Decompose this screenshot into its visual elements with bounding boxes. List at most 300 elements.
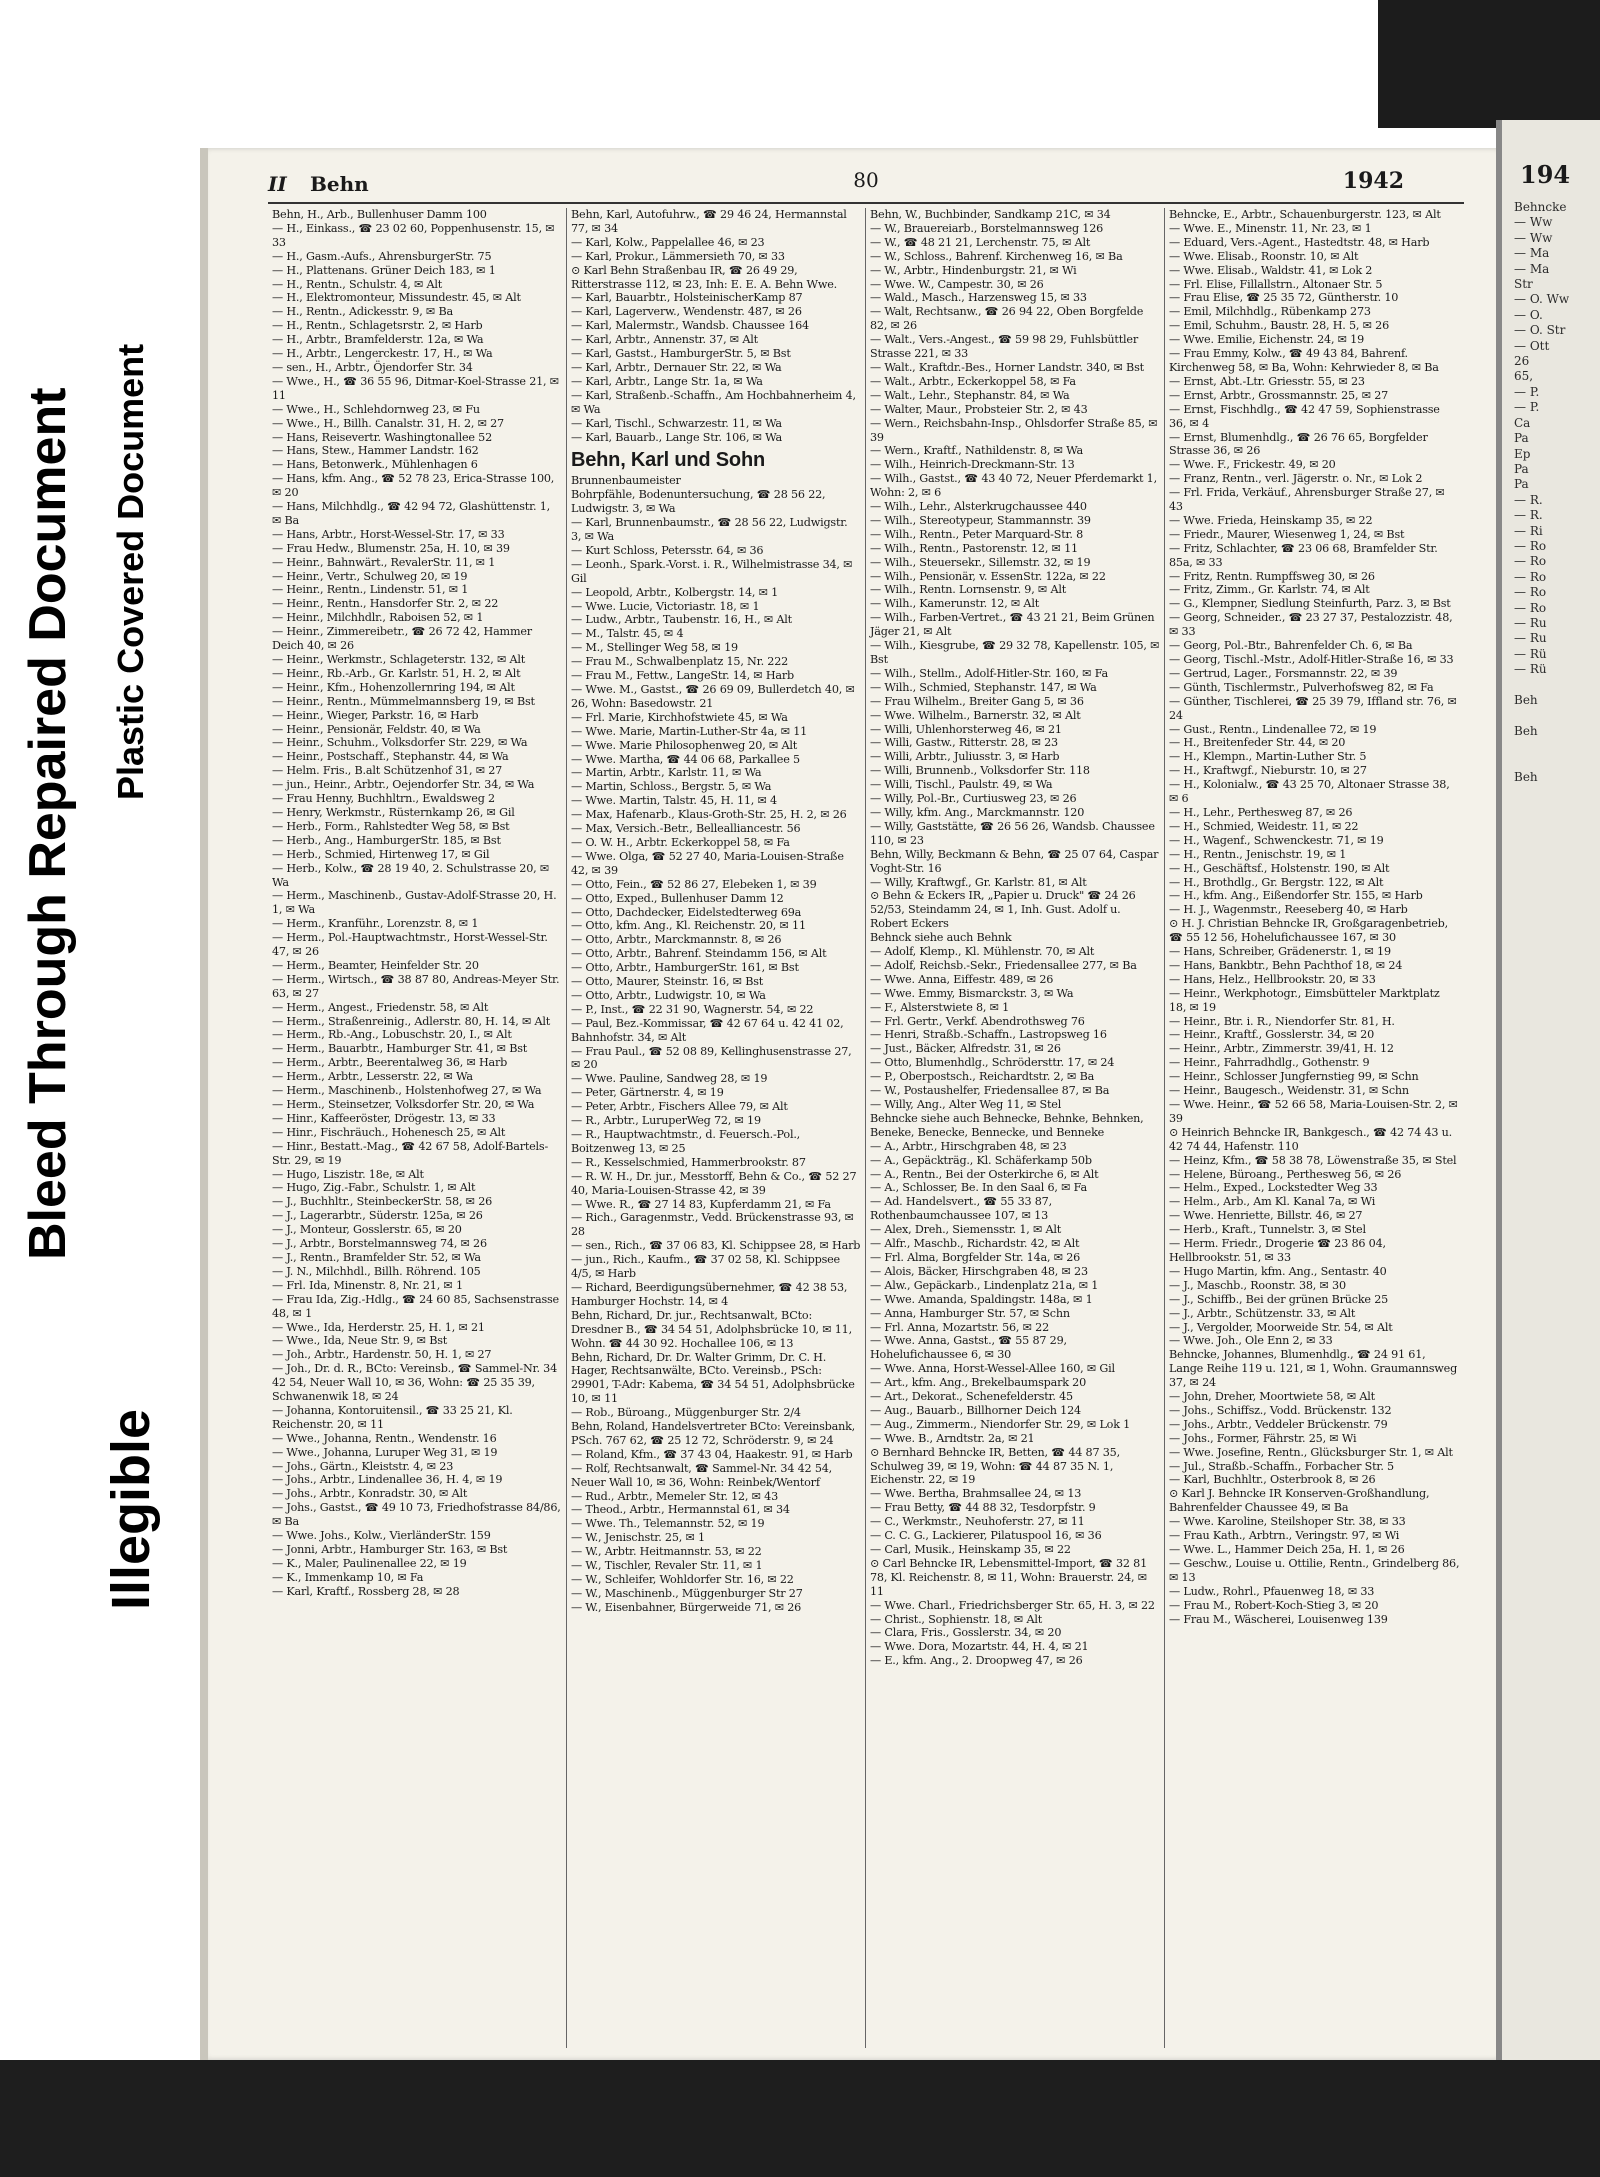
directory-entry: — Wwe. Charl., Friedrichsberger Str. 65, H. 3, ✉ 22 xyxy=(870,1598,1155,1612)
directory-entry: — Leopold, Arbtr., Kolbergstr. 14, ✉ 1 xyxy=(571,585,779,599)
directory-entry: — W., Arbtr., Hindenburgstr. 21, ✉ Wi xyxy=(870,263,1077,277)
directory-entry: — Frau Emmy, Kolw., ☎ 49 43 84, Bahrenf. Kirchenweg 58, ✉ Ba, Wohn: Kehrwieder 8, ✉ Ba xyxy=(1169,347,1439,374)
directory-entry: — Hans, Arbtr., Horst-Wessel-Str. 17, ✉ 33 xyxy=(272,527,505,541)
directory-entry: — Martin, Arbtr., Karlstr. 11, ✉ Wa xyxy=(571,766,762,780)
running-head: Behn xyxy=(310,172,369,196)
directory-entry: — H., Einkass., ☎ 23 02 60, Poppenhusenstr. 15, ✉ 33 xyxy=(272,221,555,249)
directory-entry: — Frau Wilhelm., Breiter Gang 5, ✉ 36 xyxy=(870,694,1084,708)
directory-entry: — H., Elektromonteur, Missundestr. 45, ✉ Alt xyxy=(272,291,521,305)
directory-entry: ⊙ Heinrich Behncke IR, Bankgesch., ☎ 42 74 43 u. 42 74 44, Hafenstr. 110 xyxy=(1169,1125,1453,1153)
directory-entry: — Max, Versich.-Betr., Bellealliancestr. 56 xyxy=(571,822,801,836)
directory-entry: — Wilh., Gastst., ☎ 43 40 72, Neuer Pferdemarkt 1, Wohn: 2, ✉ 6 xyxy=(870,472,1157,500)
directory-entry: — Wwe. E., Minenstr. 11, Nr. 23, ✉ 1 xyxy=(1169,221,1372,235)
directory-entry: — Heinr., Rentn., Hansdorfer Str. 2, ✉ 22 xyxy=(272,597,499,611)
directory-entry: — Karl, Lagerverw., Wendenstr. 487, ✉ 26 xyxy=(571,305,802,319)
directory-entry: — Rud., Arbtr., Memeler Str. 12, ✉ 43 xyxy=(571,1489,778,1503)
directory-entry: Behn, H., Arb., Bullenhuser Damm 100 xyxy=(272,208,487,221)
directory-entry: — Alfr., Maschb., Richardstr. 42, ✉ Alt xyxy=(870,1237,1080,1251)
directory-entry: — Karl, Arbtr., Dernauer Str. 22, ✉ Wa xyxy=(571,360,782,374)
directory-entry: — Wwe., H., Billh. Canalstr. 31, H. 2, ✉ 27 xyxy=(272,416,504,430)
directory-entry: — Karl, Kraftf., Rossberg 28, ✉ 28 xyxy=(272,1584,460,1598)
directory-entry: — Wwe. Joh., Ole Enn 2, ✉ 33 xyxy=(1169,1334,1333,1348)
directory-entry: — Wilh., Pensionär, v. EssenStr. 122a, ✉ 22 xyxy=(870,569,1106,583)
directory-entry: — Hugo, Liszistr. 18e, ✉ Alt xyxy=(272,1167,424,1181)
directory-entry: — Willy, Gaststätte, ☎ 26 56 26, Wandsb. Chaussee 110, ✉ 23 xyxy=(870,819,1155,847)
directory-entry: — Wwe., Johanna, Rentn., Wendenstr. 16 xyxy=(272,1431,497,1445)
directory-entry: — Hugo, Zig.-Fabr., Schulstr. 1, ✉ Alt xyxy=(272,1181,476,1195)
directory-entry: — Wwe. Anna, Gastst., ☎ 55 87 29, Hohelufichaussee 6, ✉ 30 xyxy=(870,1334,1067,1362)
label-illegible: Illegible xyxy=(101,1408,161,1610)
directory-entry: — Heinr., Werkmstr., Schlageterstr. 132, ✉ Alt xyxy=(272,653,526,666)
directory-entry: Behncke, Johannes, Blumenhdlg., ☎ 24 91 61, Lange Reihe 119 u. 121, ✉ 1, Wohn. Graumannsweg 37, ✉ 24 xyxy=(1169,1348,1458,1390)
directory-entry: — Heinr., Schlosser Jungfernstieg 99, ✉ Schn xyxy=(1169,1070,1419,1084)
directory-entry: — Herm. Friedr., Drogerie ☎ 23 86 04, Hellbrookstr. 51, ✉ 33 xyxy=(1169,1237,1386,1264)
directory-entry: — Rob., Büroang., Müggenburger Str. 2/4 xyxy=(571,1406,801,1420)
directory-entry: — Wilh., Steuersekr., Sillemstr. 32, ✉ 19 xyxy=(870,555,1091,569)
directory-entry: — Willi, Uhlenhorsterweg 46, ✉ 21 xyxy=(870,722,1062,736)
directory-entry: — Karl, Gastst., HamburgerStr. 5, ✉ Bst xyxy=(571,347,791,361)
directory-entry: — Johs., Arbtr., Veddeler Brückenstr. 79 xyxy=(1169,1417,1388,1431)
directory-entry: — Otto, Arbtr., Marckmannstr. 8, ✉ 26 xyxy=(571,933,782,947)
directory-entry: — Johs., Gastst., ☎ 49 10 73, Friedhofstrasse 84/86, ✉ Ba xyxy=(272,1501,561,1529)
directory-entry: — Herm., Beamter, Heinfelder Str. 20 xyxy=(272,958,479,972)
directory-entry: — Frau Kath., Arbtrn., Veringstr. 97, ✉ Wi xyxy=(1169,1529,1400,1543)
directory-entry: — Frau Elise, ☎ 25 35 72, Güntherstr. 10 xyxy=(1169,291,1399,305)
directory-entry: — J. N., Milchhdl., Billh. Röhrend. 105 xyxy=(272,1264,481,1278)
page-year: 1942 xyxy=(1342,168,1404,194)
directory-entry: — Otto, Blumenhdlg., Schrödersttr. 17, ✉ 24 xyxy=(870,1056,1115,1070)
directory-entry: — Otto, Maurer, Steinstr. 16, ✉ Bst xyxy=(571,975,764,989)
directory-entry: — Wwe. Emilie, Eichenstr. 24, ✉ 19 xyxy=(1169,333,1365,347)
directory-entry: — Wwe. L., Hammer Deich 25a, H. 1, ✉ 26 xyxy=(1169,1543,1405,1556)
directory-entry: — Hinr., Fischräuch., Hohenesch 25, ✉ Alt xyxy=(272,1125,506,1139)
directory-entry: — Heinr., Kfm., Hohenzollernring 194, ✉ Alt xyxy=(272,680,515,694)
directory-entry: Behn, W., Buchbinder, Sandkamp 21C, ✉ 34 xyxy=(870,208,1111,221)
directory-entry: — J., Maschb., Roonstr. 38, ✉ 30 xyxy=(1169,1278,1346,1292)
directory-entry: — Willy, Kraftwgf., Gr. Karlstr. 81, ✉ Alt xyxy=(870,875,1087,889)
directory-entry: — Heinz, Kfm., ☎ 58 38 78, Löwenstraße 35, ✉ Stel xyxy=(1169,1153,1457,1167)
archival-labels xyxy=(0,0,190,2177)
directory-entry: Behncke siehe auch Behnecke, Behnke, Behnken, Beneke, Benecke, Bennecke, und Benneke xyxy=(870,1111,1144,1139)
section-number: II xyxy=(268,172,287,196)
directory-entry: — Walt, Rechtsanw., ☎ 26 94 22, Oben Borgfelde 82, ✉ 26 xyxy=(870,305,1144,333)
page-fold xyxy=(1496,120,1502,2060)
directory-entry: — O. W. H., Arbtr. Eckerkoppel 58, ✉ Fa xyxy=(571,835,790,849)
directory-entry: — Wilh., Heinrich-Dreckmann-Str. 13 xyxy=(870,458,1075,472)
directory-entry: — Willi, Arbtr., Juliusstr. 3, ✉ Harb xyxy=(870,750,1060,764)
directory-entry: — M., Talstr. 45, ✉ 4 xyxy=(571,627,684,641)
directory-entry: — Heinr., Wieger, Parkstr. 16, ✉ Harb xyxy=(272,708,479,722)
directory-entry: — Herb., Schmied, Hirtenweg 17, ✉ Gil xyxy=(272,847,490,861)
directory-entry: — M., Stellinger Weg 58, ✉ 19 xyxy=(571,641,738,655)
scanner-bar-top xyxy=(1378,0,1600,128)
directory-entry: — Helm. Fris., B.alt Schützenhof 31, ✉ 27 xyxy=(272,764,503,778)
directory-entry: — Ludw., Rohrl., Pfauenweg 18, ✉ 33 xyxy=(1169,1584,1375,1598)
directory-entry: — Wwe. B., Arndtstr. 2a, ✉ 21 xyxy=(870,1431,1035,1445)
directory-entry: — Herm., Straßenreinig., Adlerstr. 80, H. 14, ✉ Alt xyxy=(272,1014,551,1028)
directory-entry: — H., Rentn., Schlagetsrstr. 2, ✉ Harb xyxy=(272,319,483,333)
directory-entry: Behn, Willy, Beckmann & Behn, ☎ 25 07 64, Caspar Voght-Str. 16 xyxy=(870,847,1159,875)
directory-entry: — Herm., Angest., Friedenstr. 58, ✉ Alt xyxy=(272,1000,489,1014)
directory-entry: — Herm., Bauarbtr., Hamburger Str. 41, ✉ Bst xyxy=(272,1042,528,1056)
directory-entry: — Frau M., Fettw., LangeStr. 14, ✉ Harb xyxy=(571,669,794,683)
directory-entry: — H., Schmied, Weidestr. 11, ✉ 22 xyxy=(1169,819,1359,833)
directory-entry: — A., Rentn., Bei der Osterkirche 6, ✉ Alt xyxy=(870,1167,1099,1181)
directory-entry: — Wern., Reichsbahn-Insp., Ohlsdorfer Straße 85, ✉ 39 xyxy=(870,416,1158,444)
scanner-bar-bottom xyxy=(0,2060,1600,2177)
directory-entry: — Otto, kfm. Ang., Kl. Reichenstr. 20, ✉ 11 xyxy=(571,919,806,933)
directory-entry: — H., kfm. Ang., Eißendorfer Str. 155, ✉ Harb xyxy=(1169,889,1423,903)
directory-entry: — H., Breitenfeder Str. 44, ✉ 20 xyxy=(1169,736,1346,750)
directory-entry: Behn, Roland, Handelsvertreter BCto: Vereinsbank, PSch. 767 62, ☎ 25 12 72, Schröderstr. 9, ✉ 24 xyxy=(571,1420,856,1447)
directory-entry: — Herm., Pol.-Hauptwachtmstr., Horst-Wessel-Str. 47, ✉ 26 xyxy=(272,931,548,959)
directory-entry: — Georg, Pol.-Btr., Bahrenfelder Ch. 6, ✉ Ba xyxy=(1169,639,1413,653)
directory-entry: — Adolf, Reichsb.-Sekr., Friedensallee 277, ✉ Ba xyxy=(870,958,1137,972)
directory-entry: — Wwe. Johs., Kolw., VierländerStr. 159 xyxy=(272,1529,491,1543)
directory-entry: — H., Lehr., Perthesweg 87, ✉ 26 xyxy=(1169,805,1353,819)
directory-column xyxy=(567,208,866,2048)
directory-entry: — Karl, Malermstr., Wandsb. Chaussee 164 xyxy=(571,319,809,333)
directory-entry: — Wwe. Wilhelm., Barnerstr. 32, ✉ Alt xyxy=(870,708,1081,722)
directory-entry: — Joh., Arbtr., Hardenstr. 50, H. 1, ✉ 27 xyxy=(272,1348,492,1362)
directory-entry: — Heinr., Zimmereibetr., ☎ 26 72 42, Hammer Deich 40, ✉ 26 xyxy=(272,625,532,653)
directory-entry: — Georg, Tischl.-Mstr., Adolf-Hitler-Straße 16, ✉ 33 xyxy=(1169,653,1454,666)
directory-entry: — C. C. G., Lackierer, Pilatuspool 16, ✉ 36 xyxy=(870,1529,1102,1543)
directory-entry: — Aug., Bauarb., Billhorner Deich 124 xyxy=(870,1403,1081,1417)
directory-entry: — Wwe. Marie, Martin-Luther-Str 4a, ✉ 11 xyxy=(571,724,808,738)
directory-entry: — Wald., Masch., Harzensweg 15, ✉ 33 xyxy=(870,291,1087,305)
entry-columns xyxy=(268,208,1464,2048)
directory-entry: — Adolf, Klemp., Kl. Mühlenstr. 70, ✉ Alt xyxy=(870,945,1095,959)
directory-entry: Behncke, E., Arbtr., Schauenburgerstr. 123, ✉ Alt xyxy=(1169,208,1441,221)
directory-entry: — Willy, Pol.-Br., Curtiusweg 23, ✉ 26 xyxy=(870,792,1077,806)
directory-entry: — Fritz, Zimm., Gr. Karlstr. 74, ✉ Alt xyxy=(1169,583,1370,597)
directory-entry: — A., Schlosser, Be. In den Saal 6, ✉ Fa xyxy=(870,1181,1087,1195)
directory-entry: — Just., Bäcker, Alfredstr. 31, ✉ 26 xyxy=(870,1042,1061,1056)
directory-entry: — Herb., Kraft., Tunnelstr. 3, ✉ Stel xyxy=(1169,1223,1366,1237)
directory-entry: — Herm., Rb.-Ang., Lobuschstr. 20, I., ✉ Alt xyxy=(272,1028,512,1042)
directory-entry: — Johs., Arbtr., Lindenallee 36, H. 4, ✉ 19 xyxy=(272,1473,503,1487)
directory-entry: — Rich., Garagenmstr., Vedd. Brückenstrasse 93, ✉ 28 xyxy=(571,1211,854,1239)
directory-entry: — Frl. Gertr., Verkf. Abendrothsweg 76 xyxy=(870,1014,1085,1028)
directory-entry: — Wwe. Marie Philosophenweg 20, ✉ Alt xyxy=(571,738,798,752)
directory-entry: — Heinr., Rentn., Lindenstr. 51, ✉ 1 xyxy=(272,583,469,597)
directory-entry: — H., Klempn., Martin-Luther Str. 5 xyxy=(1169,750,1367,764)
directory-entry: — Wilh., Rentn., Pastorenstr. 12, ✉ 11 xyxy=(870,541,1078,555)
directory-entry: — H., Arbtr., Bramfelderstr. 12a, ✉ Wa xyxy=(272,333,484,347)
directory-entry: — Clara, Fris., Gosslerstr. 34, ✉ 20 xyxy=(870,1626,1062,1640)
directory-entry: — Art., kfm. Ang., Brekelbaumspark 20 xyxy=(870,1376,1086,1390)
directory-entry: — Willi, Tischl., Paulstr. 49, ✉ Wa xyxy=(870,778,1053,792)
directory-entry: — Henri, Straßb.-Schaffn., Lastropsweg 16 xyxy=(870,1028,1107,1042)
directory-entry: — John, Dreher, Moortwiete 58, ✉ Alt xyxy=(1169,1390,1375,1404)
directory-entry: — Wwe. Anna, Eiffestr. 489, ✉ 26 xyxy=(870,972,1054,986)
directory-entry: — Hans, Stew., Hammer Landstr. 162 xyxy=(272,444,479,458)
directory-entry: — Franz, Rentn., verl. Jägerstr. o. Nr., ✉ Lok 2 xyxy=(1169,472,1423,486)
directory-entry: — Wwe. R., ☎ 27 14 83, Kupferdamm 21, ✉ Fa xyxy=(571,1197,831,1211)
directory-entry: — H., Wagenf., Schwenckestr. 71, ✉ 19 xyxy=(1169,833,1384,847)
directory-entry: — Heinr., Arbtr., Zimmerstr. 39/41, H. 12 xyxy=(1169,1042,1394,1056)
directory-entry: — Walt., Arbtr., Eckerkoppel 58, ✉ Fa xyxy=(870,374,1076,388)
directory-entry: — A., Arbtr., Hirschgraben 48, ✉ 23 xyxy=(870,1139,1067,1153)
directory-entry: — Christ., Sophienstr. 18, ✉ Alt xyxy=(870,1612,1043,1626)
directory-page xyxy=(200,148,1504,2060)
directory-entry: ⊙ H. J. Christian Behncke IR, Großgaragenbetrieb, ☎ 55 12 56, Hohelufichaussee 167, ✉ 30 xyxy=(1169,917,1448,945)
directory-entry: — Wilh., Stereotypeur, Stammannstr. 39 xyxy=(870,513,1091,527)
directory-entry: — Johs., Schiffsz., Vodd. Brückenstr. 132 xyxy=(1169,1403,1392,1417)
directory-entry: — Wilh., Rentn., Peter Marquard-Str. 8 xyxy=(870,527,1084,541)
directory-entry: — Wwe. F., Frickestr. 49, ✉ 20 xyxy=(1169,458,1336,472)
directory-entry: ⊙ Carl Behncke IR, Lebensmittel-Import, ☎ 32 81 78, Kl. Reichenstr. 8, ✉ 11, Wohn: Brauerstr. 24, ✉ 11 xyxy=(870,1556,1148,1598)
directory-entry: — Wwe. Frieda, Heinskamp 35, ✉ 22 xyxy=(1169,513,1373,527)
directory-entry: — Wwe. Bertha, Brahmsallee 24, ✉ 13 xyxy=(870,1487,1082,1501)
directory-entry: — Carl, Musik., Heinskamp 35, ✉ 22 xyxy=(870,1543,1071,1556)
directory-entry: — Paul, Bez.-Kommissar, ☎ 42 67 64 u. 42 41 02, Bahnhofstr. 34, ✉ Alt xyxy=(571,1016,844,1044)
directory-entry: — Frau M., Robert-Koch-Stieg 3, ✉ 20 xyxy=(1169,1598,1379,1612)
directory-entry: — Günther, Tischlerei, ☎ 25 39 79, Iffland str. 76, ✉ 24 xyxy=(1169,694,1457,722)
directory-entry: — H., Arbtr., Lengerckestr. 17, H., ✉ Wa xyxy=(272,347,493,361)
directory-entry: — Ernst, Blumenhdlg., ☎ 26 76 65, Borgfelder Strasse 36, ✉ 26 xyxy=(1169,430,1428,458)
directory-entry: ⊙ Karl Behn Straßenbau IR, ☎ 26 49 29, Ritterstrasse 112, ✉ 23, Inh: E. E. A. Behn Wwe. xyxy=(571,263,837,291)
directory-entry: — R., Arbtr., LuruperWeg 72, ✉ 19 xyxy=(571,1114,761,1128)
directory-entry: — Karl, Bauarb., Lange Str. 106, ✉ Wa xyxy=(571,430,782,444)
directory-entry: — Henry, Werkmstr., Rüsternkamp 26, ✉ Gil xyxy=(272,805,515,819)
directory-column xyxy=(268,208,567,2048)
label-bleed-through: Bleed Through Repaired Document xyxy=(19,387,77,1260)
directory-entry: Behn, Richard, Dr. jur., Rechtsanwalt, BCto: Dresdner B., ☎ 34 54 51, Adolphsbrücke 10, ✉ 11, Wohn. ☎ 44 30 92. Hochallee 106, ✉ 13 xyxy=(571,1308,852,1350)
directory-entry: — Heinr., Postschaff., Stephanstr. 44, ✉ Wa xyxy=(272,750,509,764)
directory-entry: — H., Brothdlg., Gr. Bergstr. 122, ✉ Alt xyxy=(1169,875,1384,889)
directory-entry: — Johs., Arbtr., Konradstr. 30, ✉ Alt xyxy=(272,1487,468,1501)
next-page-edge xyxy=(1496,120,1600,2060)
directory-entry: — Heinr., Schuhm., Volksdorfer Str. 229, ✉ Wa xyxy=(272,736,528,750)
directory-entry: — W., Schloss., Bahrenf. Kirchenweg 16, ✉ Ba xyxy=(870,249,1123,263)
directory-entry: — Otto, Arbtr., HamburgerStr. 161, ✉ Bst xyxy=(571,961,799,975)
directory-entry: Behn, Richard, Dr. Dr. Walter Grimm, Dr. C. H. Hager, Rechtsanwälte, BCto. Vereinsb., PSch: 29901, T-Adr: Kabema, ☎ 34 54 51, Adolphsbrücke 10, ✉ 11 xyxy=(571,1350,855,1406)
directory-entry: — H. J., Wagenmstr., Reeseberg 40, ✉ Harb xyxy=(1169,903,1408,917)
directory-entry: — Rolf, Rechtsanwalt, ☎ Sammel-Nr. 34 42 54, Neuer Wall 10, ✉ 36, Wohn: Reinbek/Wentorf xyxy=(571,1461,833,1489)
directory-entry: — Frl. Elise, Fillallstrn., Altonaer Str. 5 xyxy=(1169,277,1383,291)
directory-entry: — Johs., Former, Fährstr. 25, ✉ Wi xyxy=(1169,1431,1357,1445)
directory-entry: — Frau Hedw., Blumenstr. 25a, H. 10, ✉ 39 xyxy=(272,541,510,555)
directory-entry: — H., Rentn., Jenischstr. 19, ✉ 1 xyxy=(1169,847,1347,861)
directory-entry: — Frau Henny, Buchhltrn., Ewaldsweg 2 xyxy=(272,792,495,806)
directory-entry: — Wwe. Josefine, Rentn., Glücksburger Str. 1, ✉ Alt xyxy=(1169,1445,1453,1459)
directory-entry: — J., Buchhltr., SteinbeckerStr. 58, ✉ 26 xyxy=(272,1195,493,1209)
directory-entry: — Emil, Schuhm., Baustr. 28, H. 5, ✉ 26 xyxy=(1169,319,1389,333)
directory-entry: — Otto, Arbtr., Ludwigstr. 10, ✉ Wa xyxy=(571,988,766,1002)
directory-entry: — Jonni, Arbtr., Hamburger Str. 163, ✉ Bst xyxy=(272,1543,508,1556)
directory-entry: — Heinr., Kraftf., Gosslerstr. 34, ✉ 20 xyxy=(1169,1028,1374,1042)
directory-entry: — Herm., Maschinenb., Gustav-Adolf-Strasse 20, H. 1, ✉ Wa xyxy=(272,889,557,917)
directory-entry: ⊙ Karl J. Behncke IR Konserven-Großhandlung, Bahrenfelder Chaussee 49, ✉ Ba xyxy=(1169,1487,1430,1515)
label-plastic-covered: Plastic Covered Document xyxy=(110,343,151,800)
directory-entry: — Friedr., Maurer, Wiesenweg 1, 24, ✉ Bst xyxy=(1169,527,1405,541)
directory-entry: — Otto, Exped., Bullenhuser Damm 12 xyxy=(571,891,784,905)
directory-entry: — P., Oberpostsch., Reichardtstr. 2, ✉ Ba xyxy=(870,1070,1095,1084)
directory-entry: — Frl. Marie, Kirchhofstwiete 45, ✉ Wa xyxy=(571,710,788,724)
directory-entry: — Johs., Gärtn., Kleiststr. 4, ✉ 23 xyxy=(272,1459,454,1473)
page-header xyxy=(268,168,1464,198)
directory-entry: — Ernst, Arbtr., Grossmannstr. 25, ✉ 27 xyxy=(1169,388,1389,402)
directory-entry: — Hugo Martin, kfm. Ang., Sentastr. 40 xyxy=(1169,1264,1387,1278)
directory-entry: — K., Maler, Paulinenallee 22, ✉ 19 xyxy=(272,1556,467,1570)
directory-entry: — J., Arbtr., Schützenstr. 33, ✉ Alt xyxy=(1169,1306,1356,1320)
directory-entry: — H., Plattenans. Grüner Deich 183, ✉ 1 xyxy=(272,263,496,277)
directory-entry: — R., Kesselschmied, Hammerbrookstr. 87 xyxy=(571,1155,806,1169)
directory-entry: — Wilh., Kamerunstr. 12, ✉ Alt xyxy=(870,597,1039,611)
directory-entry: Brunnenbaumeister xyxy=(571,474,681,488)
directory-entry: — Wwe., Ida, Herderstr. 25, H. 1, ✉ 21 xyxy=(272,1320,485,1334)
directory-entry: — W., Schleifer, Wohldorfer Str. 16, ✉ 22 xyxy=(571,1573,794,1586)
directory-entry: — Frau Betty, ☎ 44 88 32, Tesdorpfstr. 9 xyxy=(870,1501,1096,1515)
directory-entry: — Wwe. Anna, Horst-Wessel-Allee 160, ✉ Gil xyxy=(870,1362,1115,1376)
directory-entry: — sen., H., Arbtr., Öjendorfer Str. 34 xyxy=(272,360,473,374)
directory-entry: — Ad. Handelsvert., ☎ 55 33 87, Rothenbaumchaussee 107, ✉ 13 xyxy=(870,1195,1052,1223)
directory-entry: — Emil, Milchhdlg., Rübenkamp 273 xyxy=(1169,305,1371,319)
directory-entry: — sen., Rich., ☎ 37 06 83, Kl. Schippsee 28, ✉ Harb xyxy=(571,1239,861,1253)
directory-entry: — Wern., Kraftf., Nathildenstr. 8, ✉ Wa xyxy=(870,444,1083,458)
directory-entry: — Art., Dekorat., Schenefelderstr. 45 xyxy=(870,1390,1073,1404)
directory-entry: — Karl, Straßenb.-Schaffn., Am Hochbahnerheim 4, ✉ Wa xyxy=(571,388,856,416)
label-repaired-document: Repaired Document xyxy=(19,387,77,879)
directory-entry: — H., Kraftwgf., Nieburstr. 10, ✉ 27 xyxy=(1169,764,1367,778)
directory-entry: — Wwe., Ida, Neue Str. 9, ✉ Bst xyxy=(272,1334,448,1348)
directory-entry: — Wwe. Elisab., Waldstr. 41, ✉ Lok 2 xyxy=(1169,263,1373,277)
directory-entry: — Karl, Buchhltr., Osterbrook 8, ✉ 26 xyxy=(1169,1473,1376,1487)
directory-entry: — H., Gasm.-Aufs., AhrensburgerStr. 75 xyxy=(272,249,492,263)
directory-entry: — Karl, Prokur., Lämmersieth 70, ✉ 33 xyxy=(571,249,785,263)
directory-entry: — W., Postaushelfer, Friedensallee 87, ✉ Ba xyxy=(870,1084,1110,1098)
directory-entry: — Willi, Brunnenb., Volksdorfer Str. 118 xyxy=(870,764,1090,778)
page-number: 80 xyxy=(853,168,879,192)
directory-entry: — Frau M., Wäscherei, Louisenweg 139 xyxy=(1169,1612,1388,1626)
directory-entry: — Wilh., Kiesgrube, ☎ 29 32 78, Kapellenstr. 105, ✉ Bst xyxy=(870,639,1160,666)
directory-entry: — W., Tischler, Revaler Str. 11, ✉ 1 xyxy=(571,1559,763,1573)
directory-entry: — J., Rentn., Bramfelder Str. 52, ✉ Wa xyxy=(272,1250,481,1264)
directory-entry: — Willy, Ang., Alter Weg 11, ✉ Stel xyxy=(870,1098,1062,1111)
next-page-text: Behncke — Ww — Ww — Ma — Ma Str — O. Ww — O. — O. Str — Ott 26 65, — P. — P. Ca Pa Ep Pa Pa — R. — R. — Ri — Ro — Ro — Ro — Ro — Ro — Ru — Ru — Rü — Rü Beh Beh Beh xyxy=(1514,200,1570,785)
directory-entry: — Wilh., Lehr., Alsterkrugchaussee 440 xyxy=(870,500,1087,514)
directory-entry: — Herm., Steinsetzer, Volksdorfer Str. 20, ✉ Wa xyxy=(272,1098,535,1111)
directory-entry: — Alois, Bäcker, Hirschgraben 48, ✉ 23 xyxy=(870,1264,1088,1278)
directory-entry: — Walt., Kraftdr.-Bes., Horner Landstr. 340, ✉ Bst xyxy=(870,360,1144,374)
directory-entry: — Herm., Kranführ., Lorenzstr. 8, ✉ 1 xyxy=(272,917,479,931)
directory-entry: — Heinr., Btr. i. R., Niendorfer Str. 81, H. xyxy=(1169,1014,1395,1028)
directory-entry: Behnck siehe auch Behnk xyxy=(870,931,1012,945)
directory-entry: — Frau Ida, Zig.-Hdlg., ☎ 24 60 85, Sachsenstrasse 48, ✉ 1 xyxy=(272,1292,559,1320)
directory-entry: — Heinr., Fahrradhdlg., Gothenstr. 9 xyxy=(1169,1056,1370,1070)
directory-entry: — Hinr., Kaffeeröster, Drögestr. 13, ✉ 33 xyxy=(272,1111,496,1125)
next-page-year: 194 xyxy=(1520,160,1571,189)
directory-entry: — Heinr., Rentn., Mümmelmannsberg 19, ✉ Bst xyxy=(272,694,535,708)
directory-entry: — W., Arbtr. Heitmannstr. 53, ✉ 22 xyxy=(571,1545,762,1559)
directory-entry: ⊙ Bernhard Behncke IR, Betten, ☎ 44 87 35, Schulweg 39, ✉ 19, Wohn: ☎ 44 87 35 N. 1, Eichenstr. 22, ✉ 19 xyxy=(870,1445,1120,1487)
directory-entry: — Martin, Schloss., Bergstr. 5, ✉ Wa xyxy=(571,780,772,794)
directory-entry: — Heinr., Baugesch., Weidenstr. 31, ✉ Schn xyxy=(1169,1084,1409,1098)
directory-entry: — Hans, Milchhdlg., ☎ 42 94 72, Glashüttenstr. 1, ✉ Ba xyxy=(272,500,551,527)
directory-entry: — Ernst, Fischhdlg., ☎ 42 47 59, Sophienstrasse 36, ✉ 4 xyxy=(1169,402,1440,430)
directory-entry: — Heinr., Werkphotogr., Eimsbütteler Marktplatz 18, ✉ 19 xyxy=(1169,986,1440,1014)
directory-entry: — Joh., Dr. d. R., BCto: Vereinsb., ☎ Sammel-Nr. 34 42 54, Neuer Wall 10, ✉ 36, Wohn: ☎ 25 35 39, Schwanenwik 18, ✉ 24 xyxy=(272,1362,558,1404)
directory-entry: — Gertrud, Lager., Forsmannstr. 22, ✉ 39 xyxy=(1169,666,1398,680)
directory-entry: — Wwe. Elisab., Roonstr. 10, ✉ Alt xyxy=(1169,249,1359,263)
directory-entry: — J., Monteur, Gosslerstr. 65, ✉ 20 xyxy=(272,1223,462,1237)
directory-entry: — Hans, Helz., Hellbrookstr. 20, ✉ 33 xyxy=(1169,972,1376,986)
directory-entry: — Max, Hafenarb., Klaus-Groth-Str. 25, H. 2, ✉ 26 xyxy=(571,808,847,822)
directory-entry: — J., Schiffb., Bei der grünen Brücke 25 xyxy=(1169,1292,1389,1306)
directory-entry: — Herb., Kolw., ☎ 28 19 40, 2. Schulstrasse 20, ✉ Wa xyxy=(272,861,549,889)
directory-entry: — Eduard, Vers.-Agent., Hastedtstr. 48, ✉ Harb xyxy=(1169,235,1430,249)
directory-entry: — A., Gepäckträg., Kl. Schäferkamp 50b xyxy=(870,1153,1092,1167)
directory-entry: — Wilh., Rentn. Lornsenstr. 9, ✉ Alt xyxy=(870,583,1067,597)
directory-entry: — H., Rentn., Adickesstr. 9, ✉ Ba xyxy=(272,305,453,319)
directory-entry: — Wwe. Martin, Talstr. 45, H. 11, ✉ 4 xyxy=(571,794,777,808)
directory-entry: — W., Eisenbahner, Bürgerweide 71, ✉ 26 xyxy=(571,1600,802,1614)
directory-entry: — Helm., Arb., Am Kl. Kanal 7a, ✉ Wi xyxy=(1169,1195,1376,1209)
directory-entry: — Heinr., Rb.-Arb., Gr. Karlstr. 51, H. 2, ✉ Alt xyxy=(272,666,521,680)
directory-entry: — H., Rentn., Schulstr. 4, ✉ Alt xyxy=(272,277,443,291)
directory-entry: — W., ☎ 48 21 21, Lerchenstr. 75, ✉ Alt xyxy=(870,235,1091,249)
directory-entry: — Geschw., Louise u. Ottilie, Rentn., Grindelberg 86, ✉ 13 xyxy=(1169,1556,1460,1584)
directory-entry: — jun., Rich., Kaufm., ☎ 37 02 58, Kl. Schippsee 4/5, ✉ Harb xyxy=(571,1253,840,1281)
directory-entry: — Jul., Straßb.-Schaffn., Forbacher Str. 5 xyxy=(1169,1459,1394,1473)
directory-entry: — Frl. Anna, Mozartstr. 56, ✉ 22 xyxy=(870,1320,1049,1334)
directory-entry: — Ludw., Arbtr., Taubenstr. 16, H., ✉ Alt xyxy=(571,613,792,627)
directory-entry: — Frl. Frida, Verkäuf., Ahrensburger Straße 27, ✉ 43 xyxy=(1169,486,1445,514)
directory-entry: — Georg, Schneider., ☎ 23 27 37, Pestalozzistr. 48, ✉ 33 xyxy=(1169,611,1453,639)
directory-entry: — Frl. Alma, Borgfelder Str. 14a, ✉ 26 xyxy=(870,1250,1081,1264)
directory-entry: — Wwe., H., Schlehdornweg 23, ✉ Fu xyxy=(272,402,480,416)
directory-entry: — H., Geschäftsf., Holstenstr. 190, ✉ Alt xyxy=(1169,861,1390,875)
directory-entry: — Wwe. Heinr., ☎ 52 66 58, Maria-Louisen-Str. 2, ✉ 39 xyxy=(1169,1098,1458,1125)
directory-entry: — Wwe. Amanda, Spaldingstr. 148a, ✉ 1 xyxy=(870,1292,1093,1306)
directory-entry: — Wwe. Karoline, Steilshoper Str. 38, ✉ 33 xyxy=(1169,1515,1406,1529)
directory-entry: — Gust., Rentn., Lindenallee 72, ✉ 19 xyxy=(1169,722,1377,736)
directory-entry: — Frau Paul., ☎ 52 08 89, Kellinghusenstrasse 27, ✉ 20 xyxy=(571,1044,852,1072)
directory-entry: — Herm., Arbtr., Beerentalweg 36, ✉ Harb xyxy=(272,1056,508,1070)
directory-entry: — Roland, Kfm., ☎ 37 43 04, Haakestr. 91, ✉ Harb xyxy=(571,1447,853,1461)
directory-entry: — E., kfm. Ang., 2. Droopweg 47, ✉ 26 xyxy=(870,1654,1083,1668)
directory-entry: — G., Klempner, Siedlung Steinfurth, Parz. 3, ✉ Bst xyxy=(1169,597,1451,611)
directory-entry: — Heinr., Vertr., Schulweg 20, ✉ 19 xyxy=(272,569,468,583)
directory-entry: — Ernst, Abt.-Ltr. Griesstr. 55, ✉ 23 xyxy=(1169,374,1365,388)
directory-entry: — Günth, Tischlermstr., Pulverhofsweg 82, ✉ Fa xyxy=(1169,680,1434,694)
directory-entry: — J., Vergolder, Moorweide Str. 54, ✉ Alt xyxy=(1169,1320,1393,1334)
directory-entry: — Hans, Reisevertr. Washingtonallee 52 xyxy=(272,430,493,444)
directory-entry: — Johanna, Kontoruitensil., ☎ 33 25 21, Kl. Reichenstr. 20, ✉ 11 xyxy=(272,1403,513,1431)
directory-entry: — W., Jenischstr. 25, ✉ 1 xyxy=(571,1531,705,1545)
directory-entry: — Fritz, Schlachter, ☎ 23 06 68, Bramfelder Str. 85a, ✉ 33 xyxy=(1169,541,1438,569)
directory-entry: — Hans, kfm. Ang., ☎ 52 78 23, Erica-Strasse 100, ✉ 20 xyxy=(272,472,555,500)
directory-entry: — Richard, Beerdigungsübernehmer, ☎ 42 38 53, Hamburger Hochstr. 14, ✉ 4 xyxy=(571,1280,848,1308)
directory-entry: — Walt., Lehr., Stephanstr. 84, ✉ Wa xyxy=(870,388,1070,402)
directory-entry: — Heinr., Pensionär, Feldstr. 40, ✉ Wa xyxy=(272,722,481,736)
directory-entry: — Wwe. Emmy, Bismarckstr. 3, ✉ Wa xyxy=(870,986,1074,1000)
directory-entry: — K., Immenkamp 10, ✉ Fa xyxy=(272,1570,424,1584)
directory-entry: — Peter, Arbtr., Fischers Allee 79, ✉ Alt xyxy=(571,1100,788,1114)
directory-entry: — Wilh., Schmied, Stephanstr. 147, ✉ Wa xyxy=(870,680,1097,694)
directory-entry: — Herm., Maschinenb., Holstenhofweg 27, ✉ Wa xyxy=(272,1084,542,1098)
directory-entry: — Alex, Dreh., Siemensstr. 1, ✉ Alt xyxy=(870,1223,1062,1237)
directory-entry: — Karl, Tischl., Schwarzestr. 11, ✉ Wa xyxy=(571,416,782,430)
directory-entry: — H., Kolonialw., ☎ 43 25 70, Altonaer Strasse 38, ✉ 6 xyxy=(1169,778,1450,806)
directory-entry: — Wwe. Th., Telemannstr. 52, ✉ 19 xyxy=(571,1517,765,1531)
directory-entry: — W., Maschinenb., Müggenburger Str 27 xyxy=(571,1586,803,1600)
directory-entry: — Wwe. Olga, ☎ 52 27 40, Maria-Louisen-Straße 42, ✉ 39 xyxy=(571,849,844,877)
directory-entry: — Wilh., Stellm., Adolf-Hitler-Str. 160, ✉ Fa xyxy=(870,666,1108,680)
directory-entry: — Heinr., Bahnwärt., RevalerStr. 11, ✉ 1 xyxy=(272,555,496,569)
